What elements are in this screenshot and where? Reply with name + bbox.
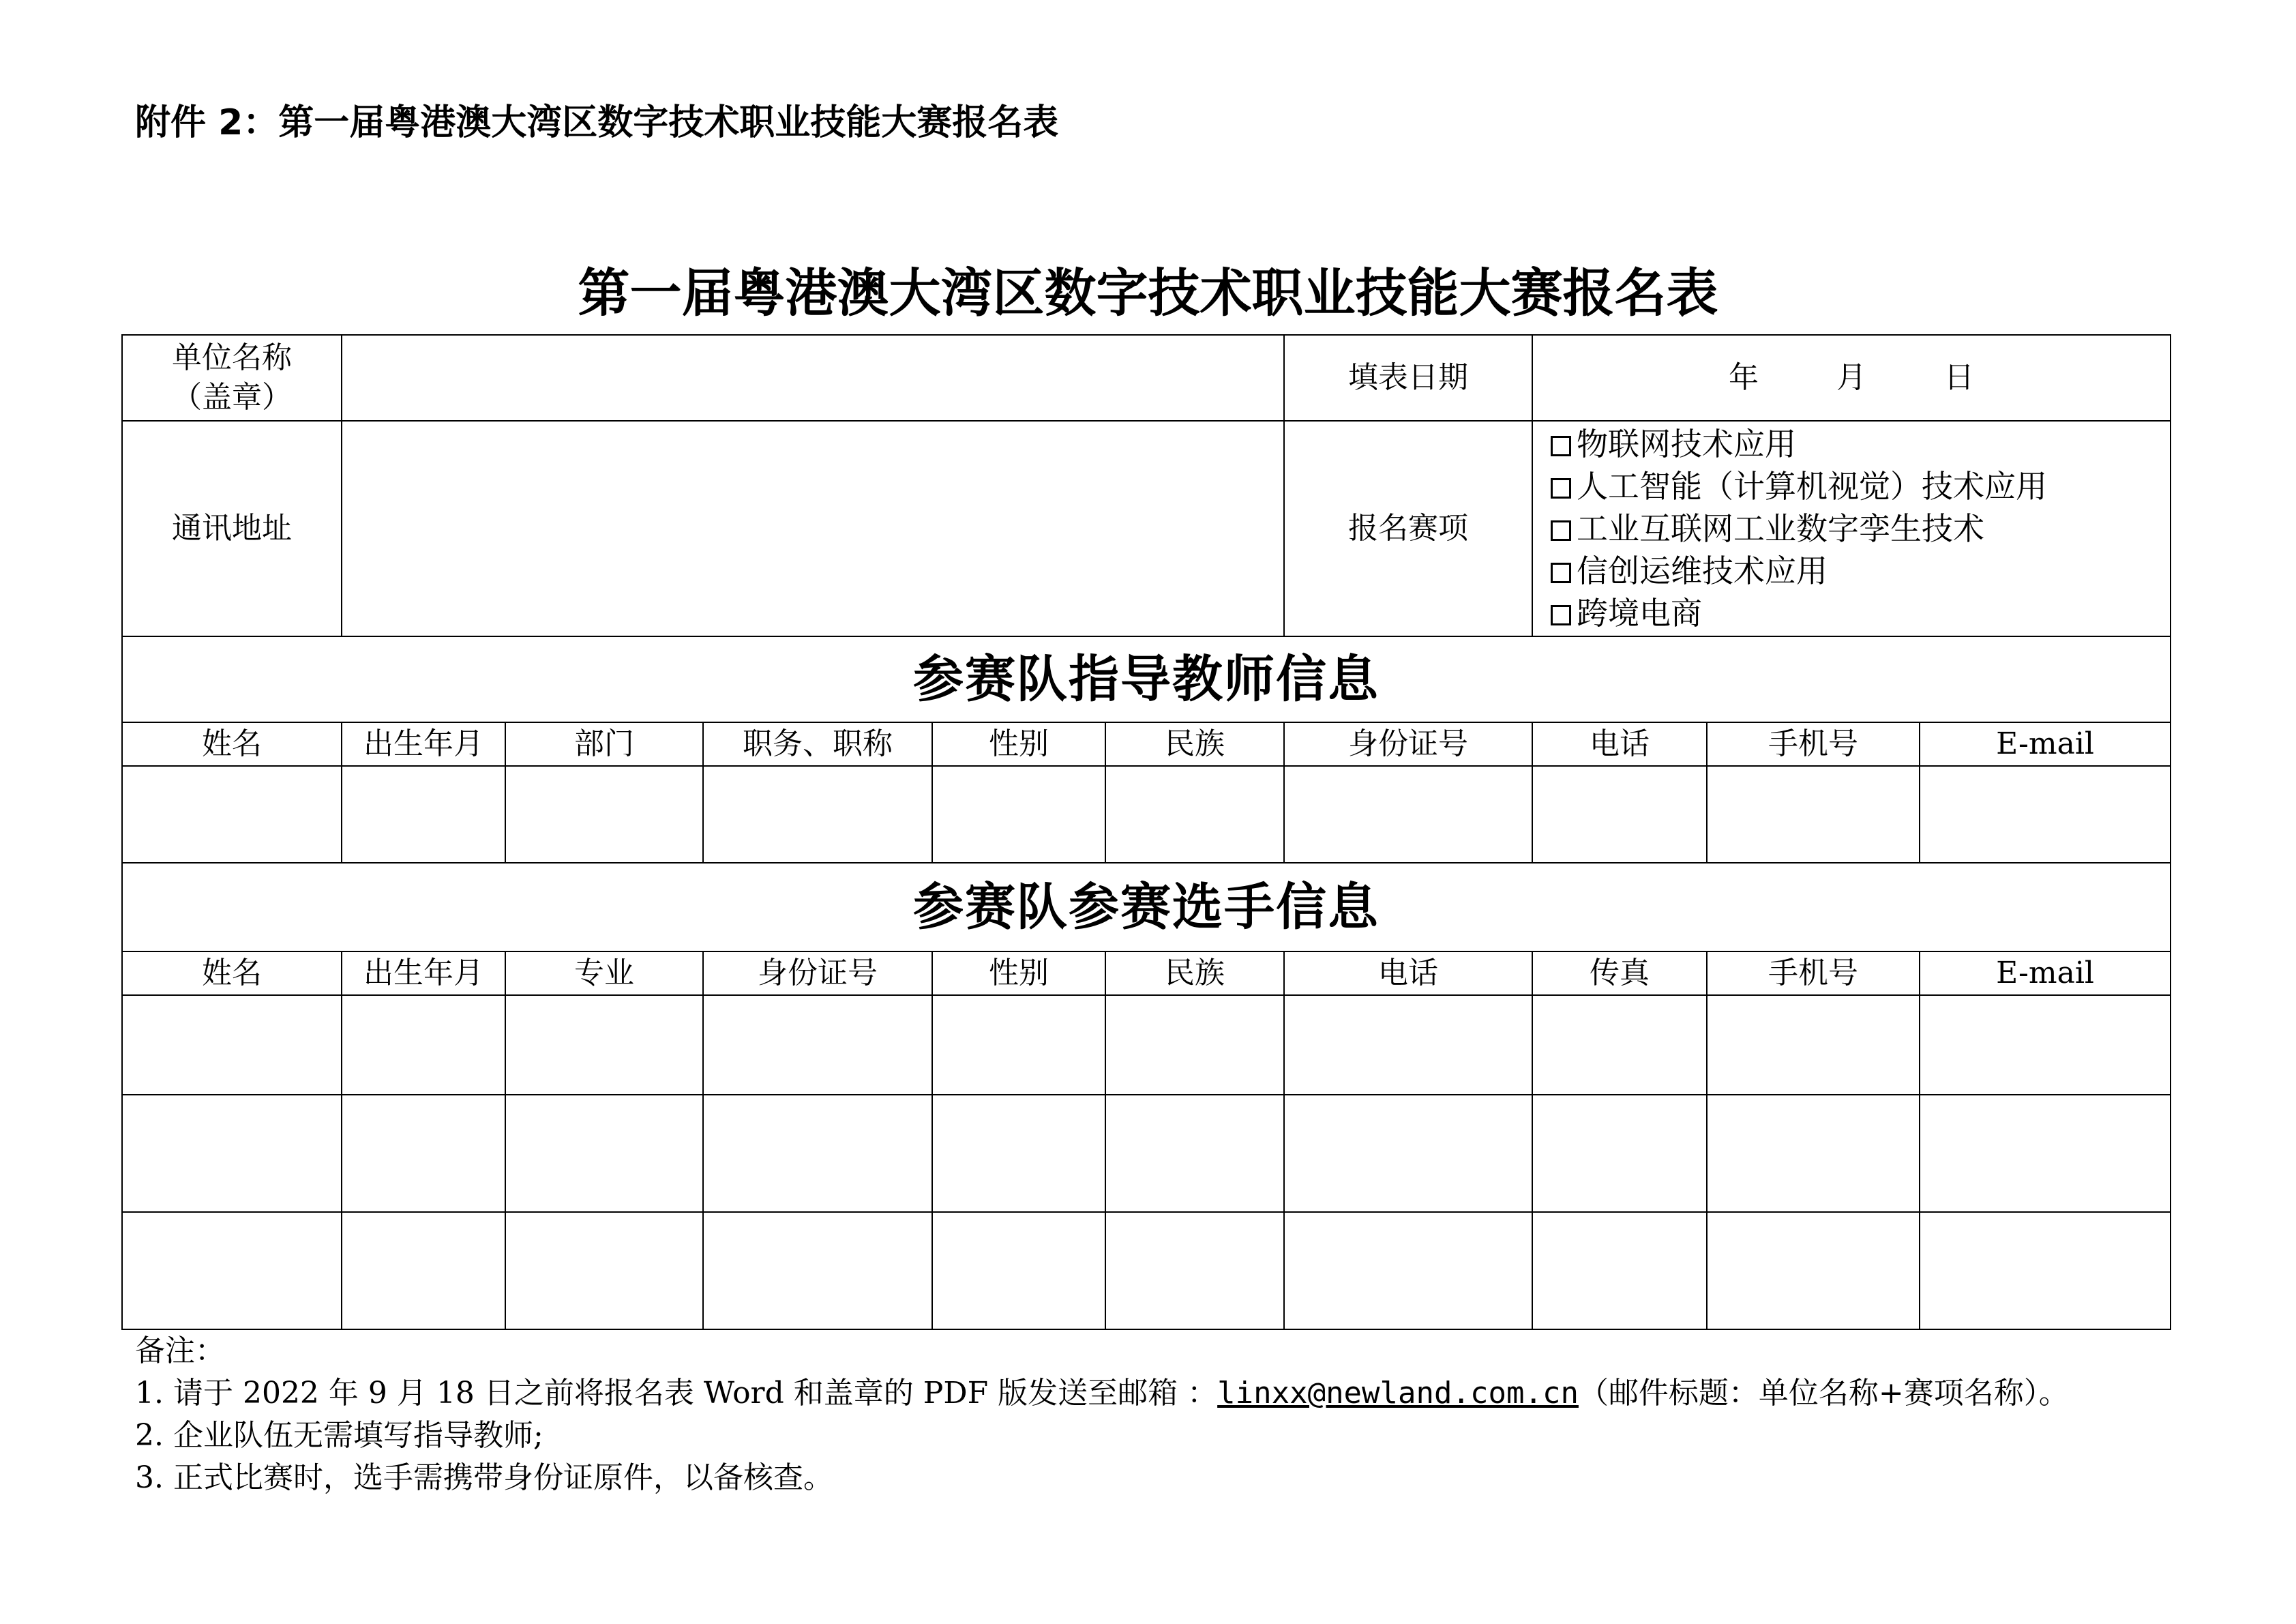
form-title: 第一届粤港澳大湾区数字技术职业技能大赛报名表 — [578, 263, 1718, 323]
player-section-title: 参赛队参赛选手信息 — [122, 863, 2171, 951]
teacher-col-header: 职务、职称 — [703, 722, 932, 766]
teacher-cell[interactable] — [703, 766, 932, 863]
events-label: 报名赛项 — [1284, 421, 1532, 636]
player-cell[interactable] — [1532, 1095, 1707, 1212]
player-cell[interactable] — [703, 1212, 932, 1329]
teacher-cell[interactable] — [1105, 766, 1284, 863]
teacher-cell[interactable] — [1707, 766, 1920, 863]
player-cell[interactable] — [505, 995, 703, 1095]
player-cell[interactable] — [342, 1095, 505, 1212]
unit-name-field[interactable] — [342, 335, 1284, 421]
player-cell[interactable] — [1707, 995, 1920, 1095]
event-option-label: 人工智能（计算机视觉）技术应用 — [1577, 468, 2048, 505]
teacher-cell[interactable] — [122, 766, 342, 863]
player-cell[interactable] — [703, 1095, 932, 1212]
teacher-cell[interactable] — [1284, 766, 1532, 863]
notes — [135, 1330, 2249, 1499]
player-col-header: 出生年月 — [342, 951, 505, 995]
note-item-1-suffix: （邮件标题：单位名称+赛项名称）。 — [1578, 1376, 2069, 1411]
checkbox-icon[interactable] — [1551, 605, 1571, 625]
event-option[interactable] — [1551, 592, 2170, 634]
fill-date-label: 填表日期 — [1284, 335, 1532, 421]
event-option[interactable] — [1551, 423, 2170, 465]
teacher-row — [122, 766, 2171, 863]
player-cell[interactable] — [1707, 1212, 1920, 1329]
player-cell[interactable] — [1284, 995, 1532, 1095]
player-col-header: 电话 — [1284, 951, 1532, 995]
player-col-header: 性别 — [932, 951, 1105, 995]
player-cell[interactable] — [1284, 1212, 1532, 1329]
player-cell[interactable] — [1284, 1095, 1532, 1212]
email-link[interactable]: linxx@newland.com.cn — [1217, 1376, 1579, 1411]
teacher-col-header: 电话 — [1532, 722, 1707, 766]
player-col-header: 手机号 — [1707, 951, 1920, 995]
player-cell[interactable] — [342, 1212, 505, 1329]
event-option-label: 物联网技术应用 — [1577, 426, 1797, 462]
player-row — [122, 1212, 2171, 1329]
unit-name-label-line1: 单位名称 — [172, 340, 292, 375]
checkbox-icon[interactable] — [1551, 563, 1571, 583]
attachment-label: 附件 2：第一届粤港澳大湾区数字技术职业技能大赛报名表 — [135, 102, 1059, 143]
player-col-header: 姓名 — [122, 951, 342, 995]
notes-heading: 备注： — [135, 1333, 225, 1368]
date-year-label: 年 — [1729, 360, 1759, 395]
note-item-1 — [135, 1372, 2249, 1415]
player-cell[interactable] — [1707, 1095, 1920, 1212]
teacher-cell[interactable] — [1920, 766, 2171, 863]
event-option-label: 跨境电商 — [1577, 595, 1703, 632]
player-col-header: E-mail — [1920, 951, 2171, 995]
player-col-header: 民族 — [1105, 951, 1284, 995]
note-item-2: 2. 企业队伍无需填写指导教师; — [135, 1418, 543, 1453]
player-cell[interactable] — [1105, 1095, 1284, 1212]
player-cell[interactable] — [932, 1095, 1105, 1212]
player-cell[interactable] — [932, 995, 1105, 1095]
player-cell[interactable] — [703, 995, 932, 1095]
player-row — [122, 1095, 2171, 1212]
date-month-label: 月 — [1836, 360, 1867, 395]
date-day-label: 日 — [1944, 360, 1975, 395]
teacher-section-title: 参赛队指导教师信息 — [122, 636, 2171, 722]
registration-form-table — [121, 334, 2171, 1330]
teacher-col-header: 部门 — [505, 722, 703, 766]
checkbox-icon[interactable] — [1551, 520, 1571, 541]
address-label: 通讯地址 — [122, 421, 342, 636]
player-cell[interactable] — [122, 1095, 342, 1212]
player-cell[interactable] — [1920, 1095, 2171, 1212]
teacher-col-header: 手机号 — [1707, 722, 1920, 766]
player-cell[interactable] — [932, 1212, 1105, 1329]
player-cell[interactable] — [505, 1212, 703, 1329]
teacher-col-header: 性别 — [932, 722, 1105, 766]
event-option-label: 工业互联网工业数字孪生技术 — [1577, 510, 1985, 547]
teacher-col-header: 姓名 — [122, 722, 342, 766]
player-row — [122, 995, 2171, 1095]
teacher-cell[interactable] — [932, 766, 1105, 863]
event-option[interactable] — [1551, 550, 2170, 592]
player-cell[interactable] — [1532, 1212, 1707, 1329]
address-field[interactable] — [342, 421, 1284, 636]
note-item-1-prefix: 1. 请于 2022 年 9 月 18 日之前将报名表 Word 和盖章的 PDF 版发送至邮箱 ： — [135, 1376, 1218, 1411]
teacher-cell[interactable] — [1532, 766, 1707, 863]
player-cell[interactable] — [122, 995, 342, 1095]
event-option-label: 信创运维技术应用 — [1577, 552, 1828, 589]
player-col-header: 身份证号 — [703, 951, 932, 995]
events-field — [1532, 421, 2171, 636]
player-cell[interactable] — [1920, 995, 2171, 1095]
unit-name-label — [122, 335, 342, 421]
player-cell[interactable] — [505, 1095, 703, 1212]
fill-date-field[interactable] — [1532, 335, 2171, 421]
player-cell[interactable] — [1105, 995, 1284, 1095]
teacher-col-header: 出生年月 — [342, 722, 505, 766]
checkbox-icon[interactable] — [1551, 478, 1571, 499]
player-col-header: 专业 — [505, 951, 703, 995]
teacher-col-header: 身份证号 — [1284, 722, 1532, 766]
event-option[interactable] — [1551, 465, 2170, 507]
player-cell[interactable] — [342, 995, 505, 1095]
checkbox-icon[interactable] — [1551, 436, 1571, 456]
player-cell[interactable] — [1532, 995, 1707, 1095]
note-item-3: 3. 正式比赛时，选手需携带身份证原件，以备核查。 — [135, 1460, 833, 1495]
teacher-cell[interactable] — [505, 766, 703, 863]
teacher-col-header: E-mail — [1920, 722, 2171, 766]
player-cell[interactable] — [122, 1212, 342, 1329]
unit-name-label-line2: （盖章） — [172, 380, 292, 415]
teacher-col-header: 民族 — [1105, 722, 1284, 766]
event-option[interactable] — [1551, 507, 2170, 550]
teacher-cell[interactable] — [342, 766, 505, 863]
player-cell[interactable] — [1105, 1212, 1284, 1329]
player-cell[interactable] — [1920, 1212, 2171, 1329]
player-col-header: 传真 — [1532, 951, 1707, 995]
